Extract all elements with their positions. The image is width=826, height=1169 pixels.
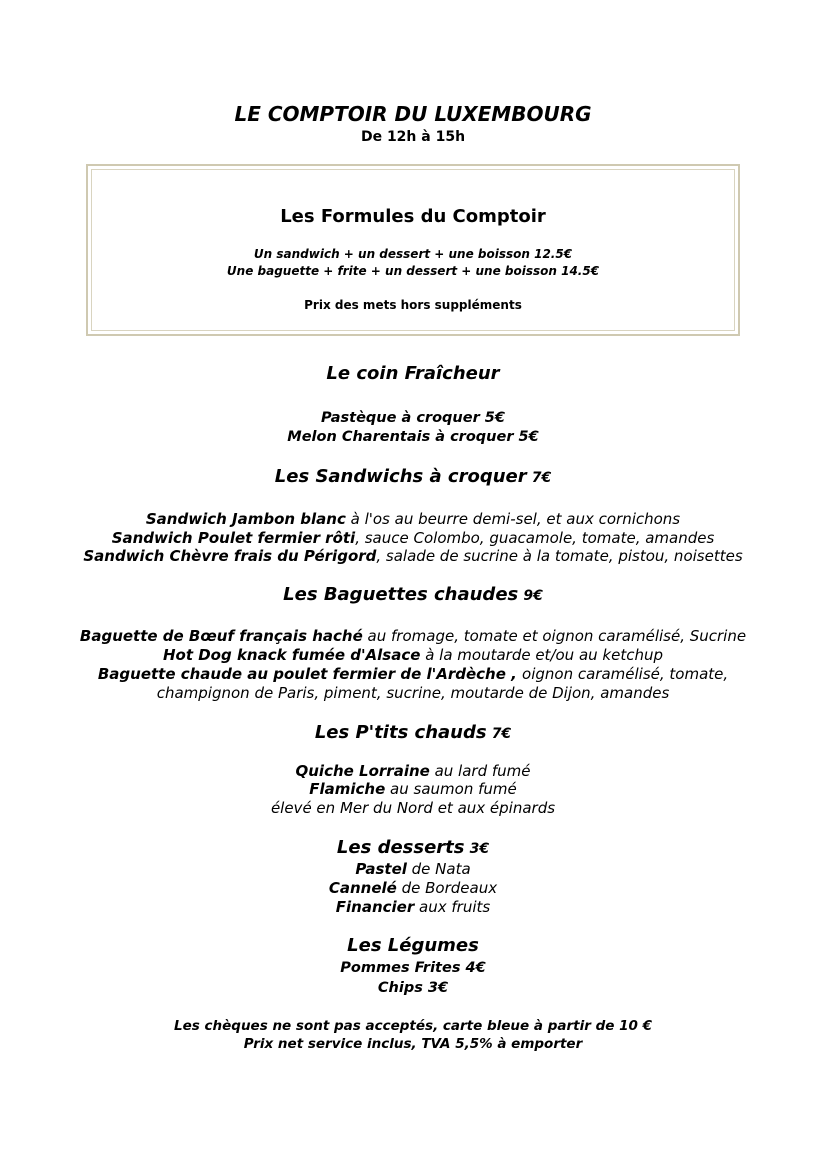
menu-item: Melon Charentais à croquer 5€ (287, 429, 539, 445)
menu-item (0, 780, 826, 798)
menu-item (0, 762, 826, 780)
item-name: Pastel (355, 860, 407, 878)
opening-hours: De 12h à 15h (360, 129, 466, 145)
item-name: Hot Dog knack fumée d'Alsace (162, 646, 421, 664)
item-name: Sandwich Poulet fermier rôti (111, 529, 356, 547)
formule-offer-1: Un sandwich + un dessert + une boisson 12.5€ (253, 247, 573, 261)
menu-item (0, 646, 826, 664)
item-name: Quiche Lorraine (295, 762, 430, 780)
item-description: de Bordeaux (396, 879, 498, 897)
menu-item (0, 510, 826, 528)
item-description: au fromage, tomate et oignon caramélisé, Sucrine (362, 627, 747, 645)
section-title-legumes: Les Légumes (347, 935, 479, 956)
item-description-continued: champignon de Paris, piment, sucrine, moutarde de Dijon, amandes (156, 684, 670, 702)
menu-item (0, 547, 826, 565)
item-name: Flamiche (309, 780, 386, 798)
section-title-baguettes: Les Baguettes chaudes (283, 584, 519, 605)
item-name: Baguette chaude au poulet fermier de l'Ardèche , (97, 665, 523, 683)
item-description: de Nata (406, 860, 471, 878)
menu-item (0, 529, 826, 547)
item-name: Financier (335, 898, 415, 916)
menu-item: Pastèque à croquer 5€ (321, 410, 505, 426)
restaurant-title: LE COMPTOIR DU LUXEMBOURG (234, 102, 592, 126)
menu-item (0, 898, 826, 916)
item-description: , salade de sucrine à la tomate, pistou, noisettes (376, 547, 743, 565)
section-price-desserts: 3€ (469, 841, 490, 857)
section-title-desserts: Les desserts (336, 837, 465, 858)
menu-item: Chips 3€ (377, 980, 449, 996)
item-description: à l'os au beurre demi-sel, et aux cornichons (345, 510, 681, 528)
payment-note: Les chèques ne sont pas acceptés, carte bleue à partir de 10 € (174, 1018, 652, 1034)
section-heading-desserts (0, 837, 826, 858)
section-title-fraicheur: Le coin Fraîcheur (326, 363, 500, 384)
item-name: Sandwich Jambon blanc (145, 510, 346, 528)
item-name: Sandwich Chèvre frais du Périgord (83, 547, 377, 565)
item-description: au saumon fumé (385, 780, 517, 798)
item-description: à la moutarde et/ou au ketchup (420, 646, 663, 664)
item-description: oignon caramélisé, tomate, (522, 665, 729, 683)
item-description: , sauce Colombo, guacamole, tomate, amandes (355, 529, 715, 547)
section-title-ptits-chauds: Les P'tits chauds (314, 722, 487, 743)
section-price-ptits-chauds: 7€ (491, 726, 512, 742)
item-description-continued: élevé en Mer du Nord et aux épinards (270, 799, 556, 817)
section-heading-sandwichs (0, 466, 826, 487)
item-name: Baguette de Bœuf français haché (79, 627, 363, 645)
formule-offer-2: Une baguette + frite + un dessert + une boisson 14.5€ (226, 264, 600, 278)
menu-item (0, 627, 826, 645)
section-title-sandwichs: Les Sandwichs à croquer (274, 466, 527, 487)
section-heading-ptits-chauds (0, 722, 826, 743)
section-price-baguettes: 9€ (523, 588, 543, 604)
formules-title: Les Formules du Comptoir (280, 206, 546, 227)
formules-note: Prix des mets hors suppléments (304, 298, 522, 312)
tax-note: Prix net service inclus, TVA 5,5% à emporter (243, 1036, 583, 1052)
item-description: aux fruits (414, 898, 491, 916)
section-heading-baguettes (0, 584, 826, 605)
item-name: Cannelé (328, 879, 397, 897)
menu-item (0, 860, 826, 878)
menu-item (0, 879, 826, 897)
menu-item (0, 665, 826, 683)
section-price-sandwichs: 7€ (531, 470, 552, 486)
menu-item: Pommes Frites 4€ (340, 960, 486, 976)
item-description: au lard fumé (429, 762, 531, 780)
